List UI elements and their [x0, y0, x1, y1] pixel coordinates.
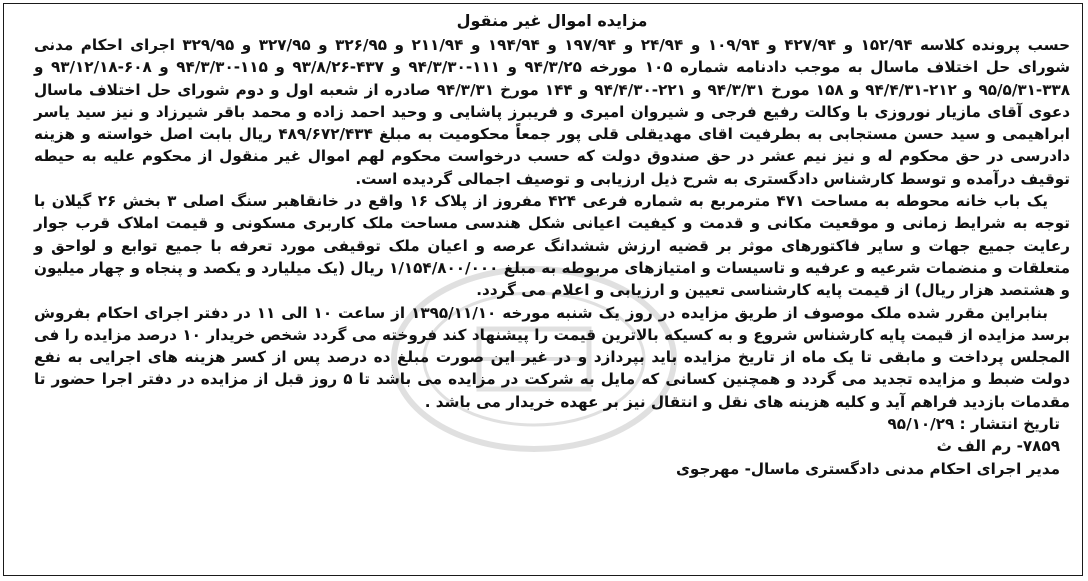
- publish-date: تاریخ انتشار : ۹۵/۱۰/۲۹: [887, 415, 1060, 434]
- signature-line: مدیر اجرای احکام مدنی دادگستری ماسال- مهرجوی: [676, 459, 1060, 478]
- notice-paragraph-auction-terms: بنابراین مقرر شده ملک موصوف از طریق مزایده در روز یک شنبه مورخه ۱۳۹۵/۱۱/۱۰ از ساعت ۱۰ الی ۱۱ در دفتر اجرای احکام بفروش برسد مزایده از قیمت پایه کارشناس شروع و به کسیکه بالاترین قیمت را پیشنهاد کند فروخته می گردد شخص خریدار ۱۰ درصد مزایده را فی المجلس پرداخت و مابقی تا یک ماه از تاریخ مزایده باید بپردازد و در غیر این صورت مبلغ ده درصد پس از کسر هزینه های اجرایی به نفع دولت ضبط و مزایده تجدید می گردد و همچنین کسانی که مایل به شرکت در مزایده می باشد تا ۵ روز قبل از مزایده در دفتر اجرا حضور تا مقدمات بازدید فراهم آید و کلیه هزینه های نقل و انتقال نیز بر عهده خریدار می باشد .: [34, 303, 1070, 411]
- reference-number: ۷۸۵۹- رم الف ث: [936, 437, 1060, 456]
- notice-title: مزایده اموال غیر منقول: [456, 11, 648, 30]
- notice-frame: [3, 3, 1083, 576]
- notice-footer: [34, 413, 1070, 480]
- notice-paragraph-case: حسب پرونده کلاسه ۱۵۲/۹۴ و ۴۲۷/۹۴ و ۱۰۹/۹۴ و ۲۴/۹۴ و ۱۹۷/۹۴ و ۱۹۴/۹۴ و ۲۱۱/۹۴ و ۳۲۶/۹۵ و ۳۲۷/۹۵ و ۳۲۹/۹۵ اجرای احکام مدنی شورای حل اختلاف ماسال به موجب دادنامه شماره ۱۰۵ مورخه ۹۴/۳/۲۵ و ۱۱۱-۹۴/۳/۳۰ و ۴۳۷-۹۳/۸/۲۶ و ۱۱۵-۹۴/۳/۳۰ و ۶۰۸-۹۳/۱۲/۱۸ و ۳۳۸-۹۵/۵/۳۱ و ۲۱۲-۹۴/۴/۳۱ و ۱۵۸ مورخ ۹۴/۳/۳۱ و ۲۲۱-۹۴/۴/۳۰ و ۱۴۴ مورخ ۹۴/۳/۳۱ صادره از شعبه اول و دوم شورای حل اختلاف ماسال دعوی آقای مازیار نوروزی با وکالت رفیع فرجی و شیروان امیری و فریبرز پاشایی و وحید احمد زاده و محمد باقر شیرزاد و نیز سید یاسر ابراهیمی و سید حسن مستجابی به بطرفیت اقای مهدیقلی قلی پور جمعاً محکومیت به مبلغ ۴۸۹/۶۷۲/۴۳۴ ریال بابت اصل خواسته و هزینه دادرسی در حق محکوم له و نیز نیم عشر در حق صندوق دولت که حسب درخواست محکوم لهم اموال غیر منقول از محکوم علیه به حیطه توقیف درآمده و توسط کارشناس دادگستری به شرح ذیل ارزیابی و توصیف اجمالی گردیده است.: [34, 36, 1071, 188]
- notice-body: [34, 8, 1070, 480]
- notice-paragraph-property: یک باب خانه محوطه به مساحت ۴۷۱ مترمربع به شماره فرعی ۴۲۴ مفروز از پلاک ۱۶ واقع در خانقاهبر سنگ اصلی ۳ بخش ۲۶ گیلان با توجه به شرایط زمانی و موقعیت مکانی و قدمت و کیفیت اعیانی شکل هندسی مساحت ملک کاربری مسکونی و قیمت املاک قرب جوار رعایت جمیع جهات و سایر فاکتورهای موثر بر قضیه ارزش ششدانگ عرصه و اعیان ملک توقیفی مورد تعرفه با جمیع توابع و لواحق و متعلقات و منضمات شرعیه و عرفیه و تاسیسات و امتیازهای مربوطه به مبلغ ۱/۱۵۴/۸۰۰/۰۰۰ ریال (یک میلیارد و یکصد و پنجاه و چهار میلیون و هشتصد هزار ریال) از قیمت پایه کارشناسی تعیین و ارزیابی و اعلام می گردد.: [34, 192, 1071, 300]
